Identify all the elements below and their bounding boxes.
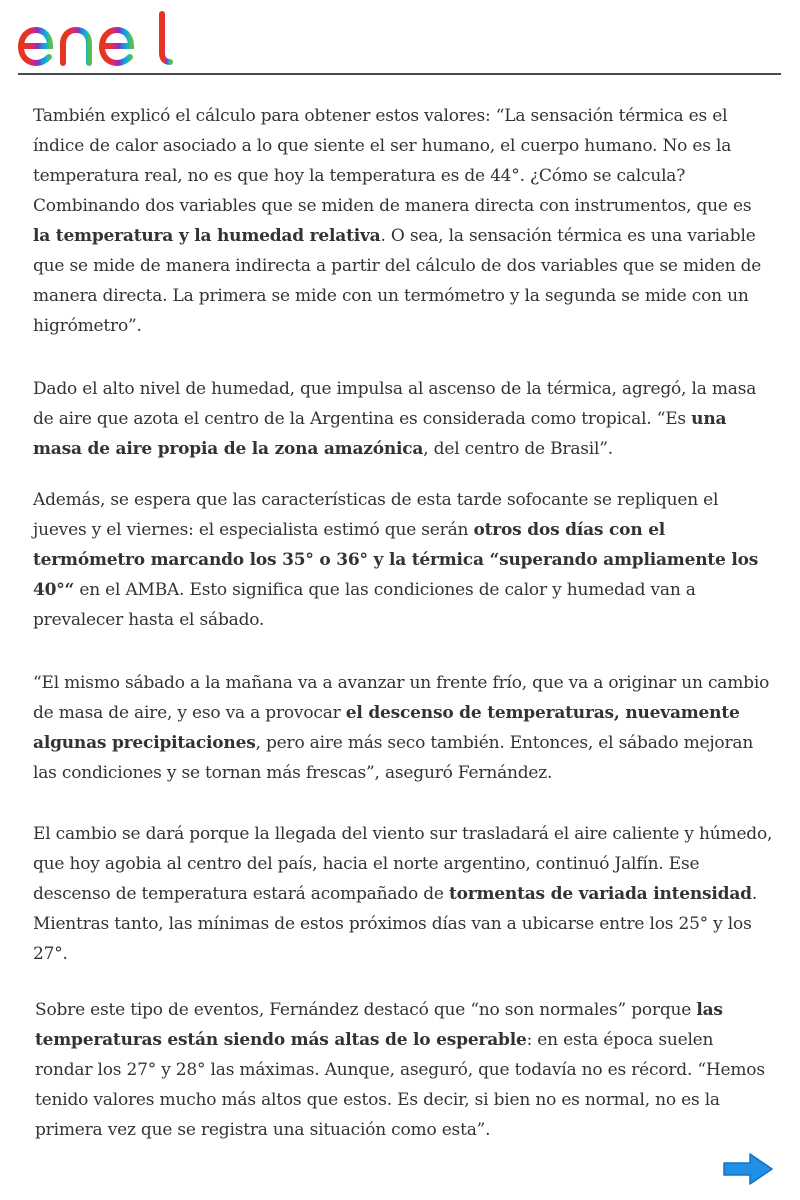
next-page-button[interactable]	[722, 1152, 774, 1186]
header-divider	[18, 73, 781, 75]
article-paragraph: Además, se espera que las características de esta tarde sofocante se repliquen el jueves y el viernes: el especialista estimó que serán otros dos días con el termómetro marcando los 35° o 36° y la térmica “superando ampliamente los 40°“ en el AMBA. Esto significa que las condiciones de calor y humedad van a prevalecer hasta el sábado.	[33, 490, 759, 630]
article-paragraph: También explicó el cálculo para obtener estos valores: “La sensación térmica es el índice de calor asociado a lo que siente el ser humano, el cuerpo humano. No es la temperatura real, no es que hoy la temperatura es de 44°. ¿Cómo se calcula? Combinando dos variables que se miden de manera directa con instrumentos, que es la temperatura y la humedad relativa. O sea, la sensación térmica es una variable que se mide de manera indirecta a partir del cálculo de dos variables que se miden de manera directa. La primera se mide con un termómetro y la segunda se mide con un higrómetro”.	[33, 106, 762, 336]
article-paragraph: El cambio se dará porque la llegada del viento sur trasladará el aire caliente y húmedo, que hoy agobia al centro del país, hacia el norte argentino, continuó Jalfín. Ese descenso de temperatura estará acompañado de tormentas de variada intensidad. Mientras tanto, las mínimas de estos próximos días van a ubicarse entre los 25° y los 27°.	[33, 824, 773, 964]
page-header	[0, 0, 800, 76]
article-paragraph: Sobre este tipo de eventos, Fernández destacó que “no son normales” porque las temperaturas están siendo más altas de lo esperable: en esta época suelen rondar los 27° y 28° las máximas. Aunque, aseguró, que todavía no es récord. “Hemos tenido valores mucho más altos que estos. Es decir, si bien no es normal, no es la primera vez que se registra una situación como esta”.	[35, 1000, 765, 1140]
article-paragraph: “El mismo sábado a la mañana va a avanzar un frente frío, que va a originar un cambio de masa de aire, y eso va a provocar el descenso de temperaturas, nuevamente algunas precipitaciones, pero aire más seco también. Entonces, el sábado mejoran las condiciones y se tornan más frescas”, aseguró Fernández.	[33, 673, 770, 783]
enel-logo[interactable]	[16, 8, 176, 70]
article-paragraph: Dado el alto nivel de humedad, que impulsa al ascenso de la térmica, agregó, la masa de aire que azota el centro de la Argentina es considerada como tropical. “Es una masa de aire propia de la zona amazónica, del centro de Brasil”.	[33, 379, 757, 459]
arrow-right-icon	[722, 1152, 774, 1186]
